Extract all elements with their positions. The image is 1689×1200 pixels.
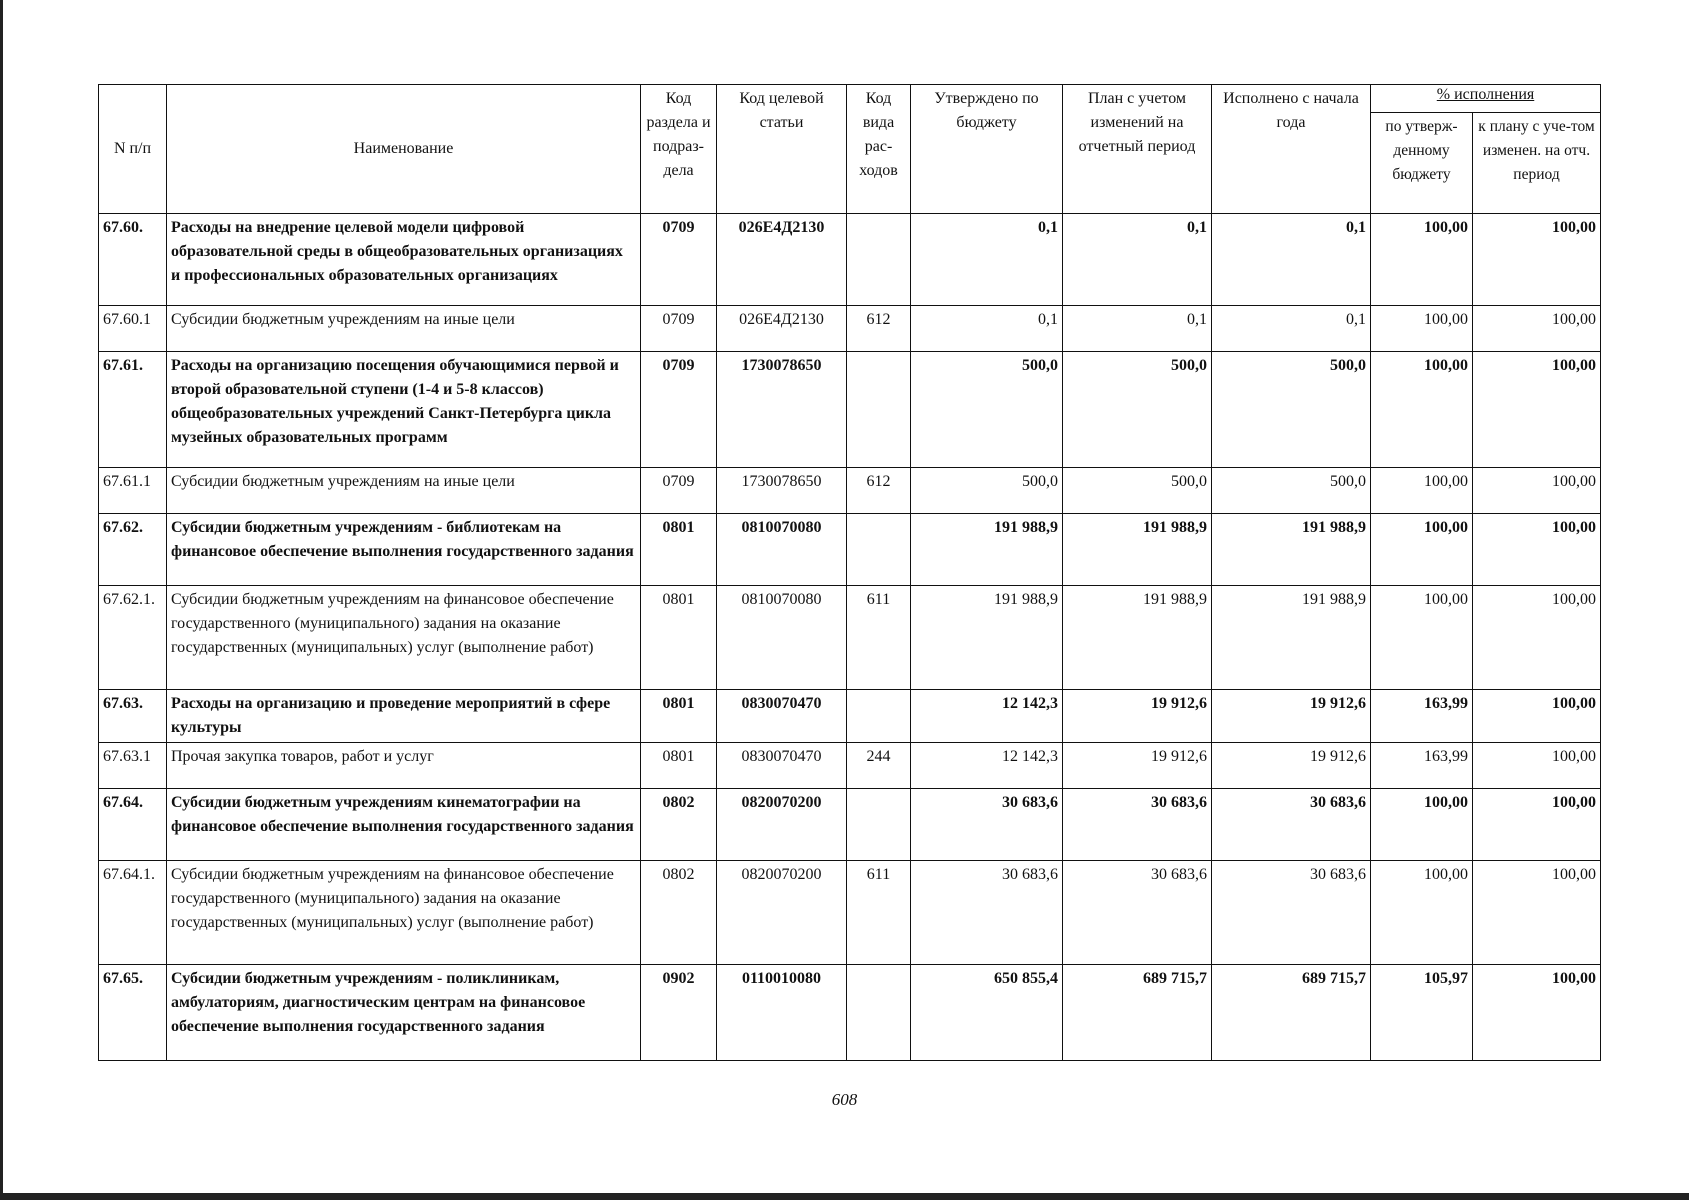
row-done: 0,1 (1212, 306, 1371, 352)
row-approved: 12 142,3 (911, 690, 1063, 743)
header-pct-budget: по утверж-денному бюджету (1371, 112, 1473, 213)
row-num: 67.63.1 (99, 743, 167, 789)
row-pct-plan: 100,00 (1473, 743, 1601, 789)
header-target-code: Код целевой статьи (717, 85, 847, 214)
row-kind-code: 244 (847, 743, 911, 789)
row-name: Субсидии бюджетным учреждениям - библиотекам на финансовое обеспечение выполнения государственного задания (167, 514, 641, 586)
table-row (99, 514, 1601, 586)
row-plan: 191 988,9 (1063, 586, 1212, 690)
row-name: Субсидии бюджетным учреждениям - поликлиникам, амбулаториям, диагностическим центрам на финансовое обеспечение выполнения государственного задания (167, 965, 641, 1061)
row-plan: 19 912,6 (1063, 690, 1212, 743)
row-done: 500,0 (1212, 468, 1371, 514)
table-row (99, 468, 1601, 514)
header-pct-plan: к плану с уче-том изменен. на отч. период (1473, 112, 1601, 213)
row-pct-plan: 100,00 (1473, 861, 1601, 965)
row-kind-code (847, 514, 911, 586)
row-pct-plan: 100,00 (1473, 468, 1601, 514)
row-target-code: 0110010080 (717, 965, 847, 1061)
row-pct-budget: 100,00 (1371, 468, 1473, 514)
row-approved: 650 855,4 (911, 965, 1063, 1061)
row-pct-budget: 100,00 (1371, 789, 1473, 861)
row-num: 67.64.1. (99, 861, 167, 965)
row-done: 19 912,6 (1212, 743, 1371, 789)
row-name: Субсидии бюджетным учреждениям кинематографии на финансовое обеспечение выполнения государственного задания (167, 789, 641, 861)
row-done: 191 988,9 (1212, 586, 1371, 690)
row-kind-code: 611 (847, 586, 911, 690)
row-approved: 0,1 (911, 306, 1063, 352)
row-num: 67.62. (99, 514, 167, 586)
table-row (99, 861, 1601, 965)
row-num: 67.61.1 (99, 468, 167, 514)
row-approved: 500,0 (911, 468, 1063, 514)
row-kind-code (847, 214, 911, 306)
table-row (99, 743, 1601, 789)
row-pct-plan: 100,00 (1473, 690, 1601, 743)
header-done: Исполнено с начала года (1212, 85, 1371, 214)
header-approved: Утверждено по бюджету (911, 85, 1063, 214)
row-pct-plan: 100,00 (1473, 352, 1601, 468)
row-name: Расходы на организацию и проведение мероприятий в сфере культуры (167, 690, 641, 743)
row-plan: 689 715,7 (1063, 965, 1212, 1061)
row-section-code: 0801 (641, 514, 717, 586)
row-target-code: 0810070080 (717, 514, 847, 586)
row-kind-code: 612 (847, 306, 911, 352)
row-pct-plan: 100,00 (1473, 965, 1601, 1061)
row-name: Субсидии бюджетным учреждениям на иные цели (167, 306, 641, 352)
row-pct-plan: 100,00 (1473, 789, 1601, 861)
row-section-code: 0709 (641, 214, 717, 306)
row-num: 67.65. (99, 965, 167, 1061)
header-plan: План с учетом изменений на отчетный период (1063, 85, 1212, 214)
row-section-code: 0709 (641, 306, 717, 352)
row-pct-budget: 163,99 (1371, 690, 1473, 743)
row-target-code: 0830070470 (717, 690, 847, 743)
row-pct-budget: 100,00 (1371, 352, 1473, 468)
row-approved: 0,1 (911, 214, 1063, 306)
row-done: 19 912,6 (1212, 690, 1371, 743)
table-row (99, 789, 1601, 861)
table-row (99, 586, 1601, 690)
table-row (99, 214, 1601, 306)
row-target-code: 0820070200 (717, 789, 847, 861)
row-section-code: 0801 (641, 690, 717, 743)
row-section-code: 0902 (641, 965, 717, 1061)
row-name: Субсидии бюджетным учреждениям на иные цели (167, 468, 641, 514)
row-pct-budget: 100,00 (1371, 306, 1473, 352)
row-pct-budget: 100,00 (1371, 514, 1473, 586)
row-pct-budget: 100,00 (1371, 586, 1473, 690)
row-pct-plan: 100,00 (1473, 586, 1601, 690)
row-target-code: 1730078650 (717, 468, 847, 514)
row-name: Субсидии бюджетным учреждениям на финансовое обеспечение государственного (муниципального) задания на оказание государственных (муниципальных) услуг (выполнение работ) (167, 586, 641, 690)
row-section-code: 0709 (641, 468, 717, 514)
budget-execution-table (98, 84, 1601, 1061)
row-num: 67.61. (99, 352, 167, 468)
row-section-code: 0801 (641, 586, 717, 690)
row-kind-code (847, 352, 911, 468)
row-approved: 191 988,9 (911, 514, 1063, 586)
row-name: Расходы на внедрение целевой модели цифровой образовательной среды в общеобразовательных организациях и профессиональных образовательных организациях (167, 214, 641, 306)
row-pct-plan: 100,00 (1473, 306, 1601, 352)
row-num: 67.63. (99, 690, 167, 743)
row-section-code: 0801 (641, 743, 717, 789)
row-pct-budget: 100,00 (1371, 214, 1473, 306)
row-target-code: 026Е4Д2130 (717, 214, 847, 306)
row-kind-code: 612 (847, 468, 911, 514)
row-plan: 30 683,6 (1063, 789, 1212, 861)
row-pct-budget: 163,99 (1371, 743, 1473, 789)
row-num: 67.62.1. (99, 586, 167, 690)
row-section-code: 0802 (641, 789, 717, 861)
row-pct-plan: 100,00 (1473, 514, 1601, 586)
table-row (99, 690, 1601, 743)
row-approved: 500,0 (911, 352, 1063, 468)
row-plan: 30 683,6 (1063, 861, 1212, 965)
row-approved: 30 683,6 (911, 861, 1063, 965)
header-section-code: Код раздела и подраз-дела (641, 85, 717, 214)
scan-edge-bottom (0, 1193, 1689, 1200)
row-kind-code (847, 965, 911, 1061)
row-done: 30 683,6 (1212, 789, 1371, 861)
row-pct-plan: 100,00 (1473, 214, 1601, 306)
row-kind-code (847, 690, 911, 743)
row-pct-budget: 100,00 (1371, 861, 1473, 965)
row-name: Расходы на организацию посещения обучающимися первой и второй образовательной ступени (1-4 и 5-8 классов) общеобразовательных учреждений Санкт-Петербурга цикла музейных образовательных программ (167, 352, 641, 468)
row-done: 689 715,7 (1212, 965, 1371, 1061)
header-percent-group: % исполнения (1371, 85, 1601, 113)
row-pct-budget: 105,97 (1371, 965, 1473, 1061)
header-kind-code: Код вида рас-ходов (847, 85, 911, 214)
row-plan: 500,0 (1063, 352, 1212, 468)
page-number: 608 (831, 1090, 858, 1109)
table-row (99, 352, 1601, 468)
row-done: 30 683,6 (1212, 861, 1371, 965)
row-target-code: 1730078650 (717, 352, 847, 468)
row-name: Субсидии бюджетным учреждениям на финансовое обеспечение государственного (муниципального) задания на оказание государственных (муниципальных) услуг (выполнение работ) (167, 861, 641, 965)
row-target-code: 0820070200 (717, 861, 847, 965)
table-header-row (99, 85, 1601, 113)
row-done: 0,1 (1212, 214, 1371, 306)
row-num: 67.60.1 (99, 306, 167, 352)
row-done: 500,0 (1212, 352, 1371, 468)
row-kind-code: 611 (847, 861, 911, 965)
row-section-code: 0709 (641, 352, 717, 468)
row-approved: 191 988,9 (911, 586, 1063, 690)
row-plan: 0,1 (1063, 306, 1212, 352)
row-num: 67.64. (99, 789, 167, 861)
row-target-code: 026Е4Д2130 (717, 306, 847, 352)
row-plan: 19 912,6 (1063, 743, 1212, 789)
row-done: 191 988,9 (1212, 514, 1371, 586)
row-approved: 12 142,3 (911, 743, 1063, 789)
header-num: N п/п (99, 85, 167, 214)
row-name: Прочая закупка товаров, работ и услуг (167, 743, 641, 789)
row-plan: 191 988,9 (1063, 514, 1212, 586)
scan-edge-left (0, 0, 3, 1200)
row-target-code: 0810070080 (717, 586, 847, 690)
row-approved: 30 683,6 (911, 789, 1063, 861)
row-target-code: 0830070470 (717, 743, 847, 789)
row-kind-code (847, 789, 911, 861)
row-plan: 0,1 (1063, 214, 1212, 306)
row-plan: 500,0 (1063, 468, 1212, 514)
table-row (99, 965, 1601, 1061)
header-name: Наименование (167, 85, 641, 214)
table-row (99, 306, 1601, 352)
row-section-code: 0802 (641, 861, 717, 965)
row-num: 67.60. (99, 214, 167, 306)
